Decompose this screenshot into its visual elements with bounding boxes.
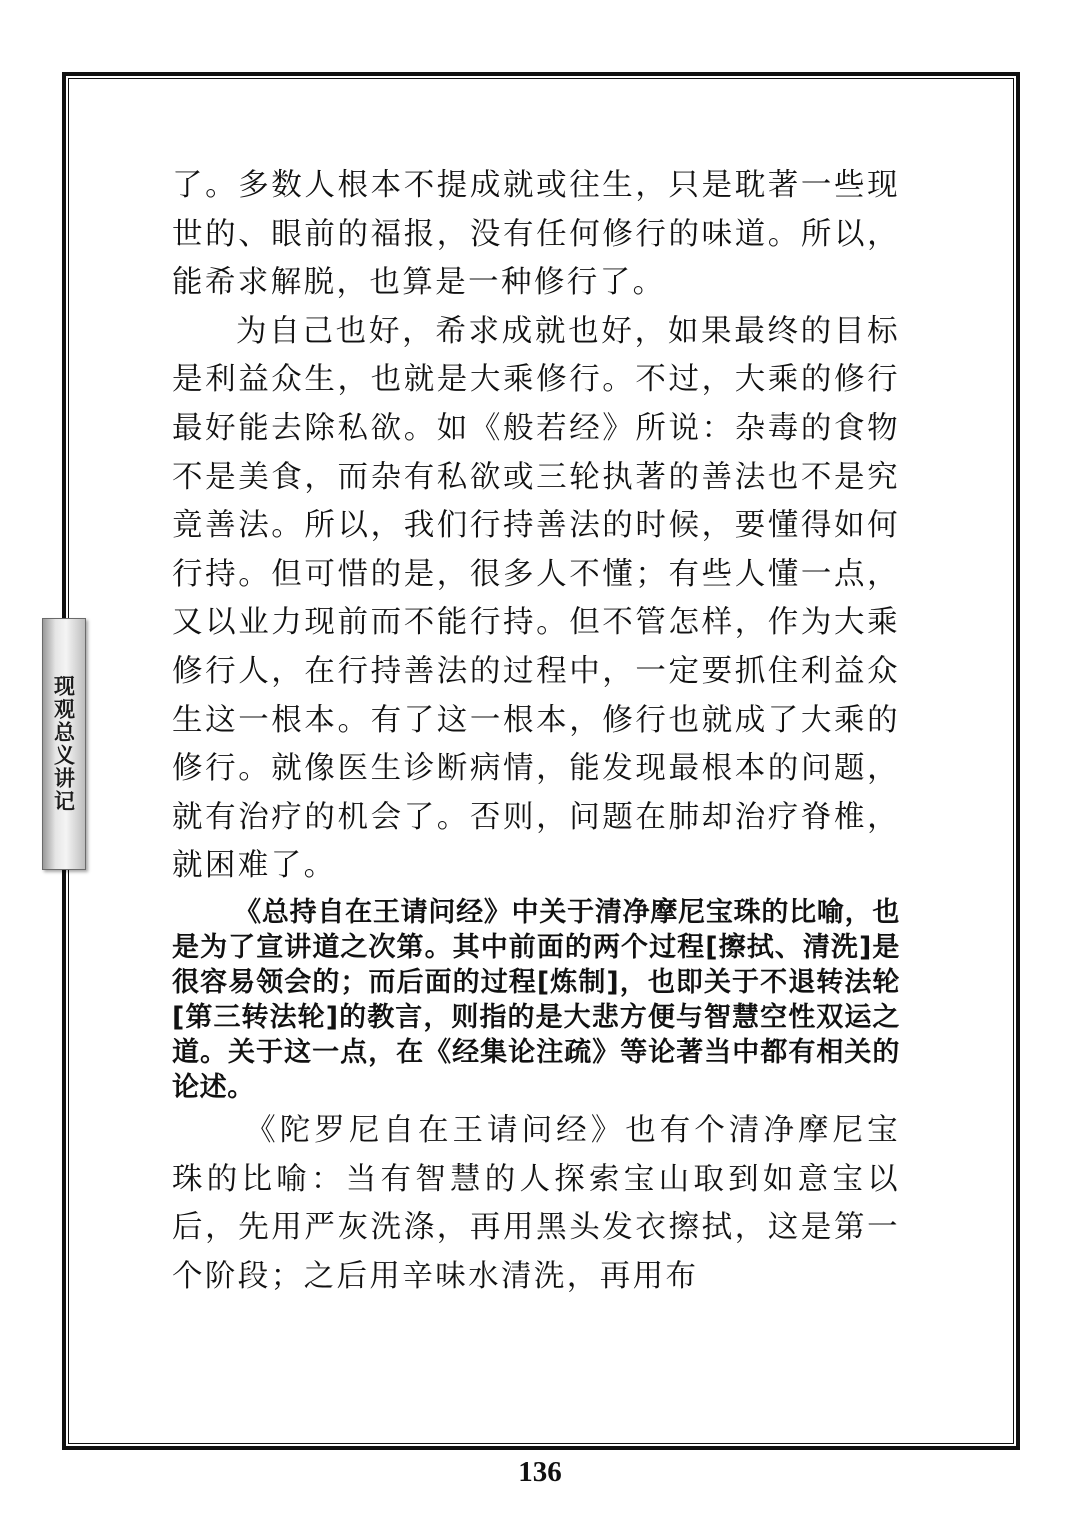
paragraph-1: 了。多数人根本不提成就或往生，只是耽著一些现世的、眼前的福报，没有任何修行的味道。所以，能希求解脱，也算是一种修行了。 xyxy=(172,168,900,301)
paragraph-3: 《总持自在王请问经》中关于清净摩尼宝珠的比喻，也是为了宣讲道之次第。其中前面的两个过程[擦拭、清洗]是很容易领会的；而后面的过程[炼制]，也即关于不退转法轮[第三转法轮]的教言，则指的是大悲方便与智慧空性双运之道。关于这一点，在《经集论注疏》等论著当中都有相关的论述。 xyxy=(172,896,900,1103)
side-tab-label: 现观总义讲记 xyxy=(51,675,77,813)
page-number: 136 xyxy=(518,1456,562,1488)
paragraph-2: 为自己也好，希求成就也好，如果最终的目标是利益众生，也就是大乘修行。不过，大乘的修行最好能去除私欲。如《般若经》所说：杂毒的食物不是美食，而杂有私欲或三轮执著的善法也不是究竟善法。所以，我们行持善法的时候，要懂得如何行持。但可惜的是，很多人不懂；有些人懂一点，又以业力现前而不能行持。但不管怎样，作为大乘修行人，在行持善法的过程中，一定要抓住利益众生这一根本。有了这一根本，修行也就成了大乘的修行。就像医生诊断病情，能发现最根本的问题，就有治疗的机会了。否则，问题在肺却治疗脊椎，就困难了。 xyxy=(172,313,900,884)
side-tab xyxy=(42,618,86,870)
body-text xyxy=(172,162,900,1301)
paragraph-4: 《陀罗尼自在王请问经》也有个清净摩尼宝珠的比喻：当有智慧的人探索宝山取到如意宝以后，先用严灰洗涤，再用黑头发衣擦拭，这是第一个阶段；之后用辛味水清洗，再用布 xyxy=(172,1112,900,1294)
